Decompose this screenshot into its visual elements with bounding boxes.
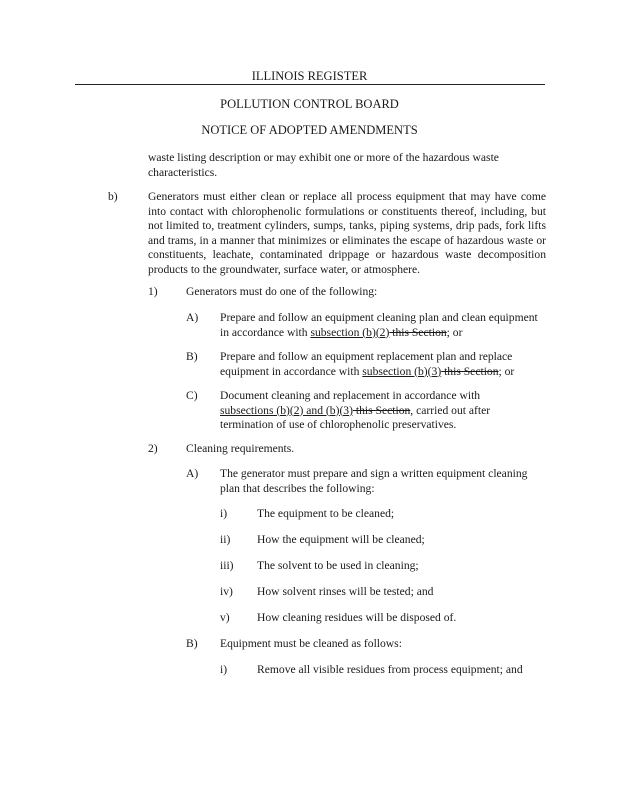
register-title: ILLINOIS REGISTER bbox=[251, 69, 368, 83]
struck-text: this Section bbox=[389, 325, 447, 339]
continuation-paragraph: waste listing description or may exhibit one or more of the hazardous waste characteristics. bbox=[148, 151, 499, 179]
item-text: How cleaning residues will be disposed of. bbox=[257, 611, 457, 624]
paragraph-1-c-label: C) bbox=[186, 389, 198, 402]
item-label: v) bbox=[220, 611, 230, 624]
inserted-text: subsections (b)(2) and (b)(3) bbox=[220, 403, 353, 417]
item-text: The equipment to be cleaned; bbox=[257, 507, 395, 520]
inserted-text: subsection (b)(2) bbox=[310, 325, 390, 339]
struck-text: this Section bbox=[352, 403, 411, 417]
struck-text: this Section bbox=[441, 364, 499, 378]
item-text: Remove all visible residues from process equipment; and bbox=[257, 663, 523, 676]
item-label: ii) bbox=[220, 533, 231, 546]
paragraph-1-a-text: Prepare and follow an equipment cleaning plan and clean equipment in accordance with subsection (b)(2) this Section; or bbox=[220, 311, 538, 339]
subsection-b-text: Generators must either clean or replace all process equipment that may have come into contact with chlorophenolic formulations or constituents thereof, including, but not limited to, treatment cylinders, sumps, tanks, piping systems, drip pads, fork lifts and trams, in a manner that minimizes or eliminates the escape of hazardous waste or constituents, leachate, contaminated drippage or hazardous waste decomposition products to the groundwater, surface water, or atmosphere. bbox=[148, 190, 546, 276]
subsection-b-label: b) bbox=[108, 190, 118, 203]
paragraph-2-b-label: B) bbox=[186, 637, 198, 650]
paragraph-1-b-label: B) bbox=[186, 350, 198, 363]
paragraph-2-text: Cleaning requirements. bbox=[186, 442, 295, 455]
item-label: i) bbox=[220, 663, 228, 676]
paragraph-1-label: 1) bbox=[148, 285, 158, 298]
item-text: How the equipment will be cleaned; bbox=[257, 533, 425, 546]
board-title: POLLUTION CONTROL BOARD bbox=[220, 97, 399, 111]
paragraph-2-a-label: A) bbox=[186, 467, 199, 480]
notice-title: NOTICE OF ADOPTED AMENDMENTS bbox=[201, 123, 418, 137]
item-label: iii) bbox=[220, 559, 234, 572]
paragraph-2-a-text: The generator must prepare and sign a written equipment cleaning plan that describes the following: bbox=[220, 467, 528, 495]
item-label: i) bbox=[220, 507, 228, 520]
header-rule bbox=[75, 84, 545, 85]
item-text: How solvent rinses will be tested; and bbox=[257, 585, 434, 598]
paragraph-2-b-text: Equipment must be cleaned as follows: bbox=[220, 637, 402, 650]
paragraph-2-label: 2) bbox=[148, 442, 158, 455]
paragraph-1-b-text: Prepare and follow an equipment replacement plan and replace equipment in accordance with subsection (b)(3) this Section; or bbox=[220, 350, 515, 378]
paragraph-1-c-text: Document cleaning and replacement in accordance with subsections (b)(2) and (b)(3) this Section, carried out after termination of use of chlorophenolic preservatives. bbox=[220, 389, 491, 432]
inserted-text: subsection (b)(3) bbox=[362, 364, 442, 378]
paragraph-1-text: Generators must do one of the following: bbox=[186, 285, 378, 298]
paragraph-1-a-label: A) bbox=[186, 311, 199, 324]
item-label: iv) bbox=[220, 585, 233, 598]
item-text: The solvent to be used in cleaning; bbox=[257, 559, 419, 572]
